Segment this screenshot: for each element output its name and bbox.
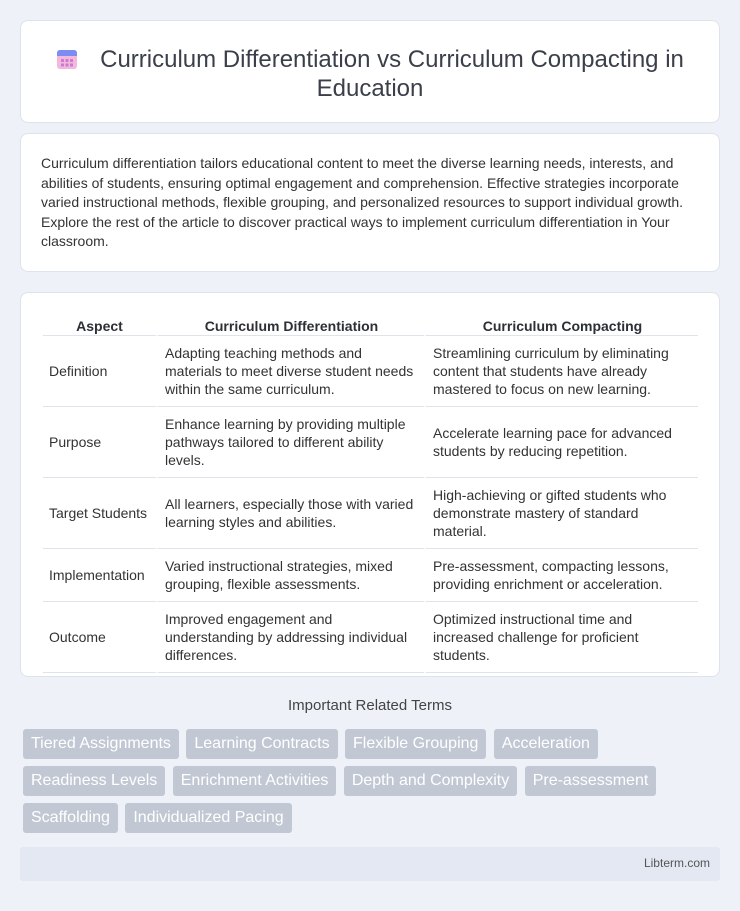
row-compacting: Accelerate learning pace for advanced students by reducing repetition. [424,407,698,478]
page-title-text: Curriculum Differentiation vs Curriculum Compacting in Education [100,46,684,102]
row-aspect: Target Students [43,478,156,549]
table-row [43,602,698,673]
header-curriculum-compacting: Curriculum Compacting [424,315,698,336]
related-term-tag[interactable]: Tiered Assignments [23,729,179,759]
row-differentiation: Improved engagement and understanding by addressing individual differences. [156,602,424,673]
row-compacting: Pre-assessment, compacting lessons, providing enrichment or acceleration. [424,549,698,602]
row-compacting: Optimized instructional time and increased challenge for proficient students. [424,602,698,673]
footer [20,847,720,881]
related-term-tag[interactable]: Depth and Complexity [344,766,517,796]
row-differentiation: Varied instructional strategies, mixed grouping, flexible assessments. [156,549,424,602]
table-row [43,478,698,549]
footer-brand-link[interactable]: Libterm.com [643,856,710,870]
table-row [43,407,698,478]
row-compacting: Streamlining curriculum by eliminating content that students have already mastered to focus on new learning. [424,336,698,407]
row-aspect: Purpose [43,407,156,478]
title-card [20,20,720,123]
header-curriculum-differentiation: Curriculum Differentiation [156,315,424,336]
related-terms-list [23,729,723,840]
row-differentiation: Enhance learning by providing multiple pathways tailored to different ability levels. [156,407,424,478]
calendar-icon [56,48,78,70]
related-term-tag[interactable]: Readiness Levels [23,766,165,796]
row-compacting: High-achieving or gifted students who demonstrate mastery of standard material. [424,478,698,549]
row-aspect: Outcome [43,602,156,673]
related-term-tag[interactable]: Scaffolding [23,803,118,833]
header-aspect: Aspect [43,315,156,336]
related-term-tag[interactable]: Pre-assessment [525,766,657,796]
page-title [21,21,719,103]
related-term-tag[interactable]: Learning Contracts [186,729,337,759]
table-row [43,336,698,407]
row-aspect: Definition [43,336,156,407]
table-header-row [43,315,698,336]
related-terms-heading: Important Related Terms [288,697,452,714]
comparison-card [20,292,720,677]
row-differentiation: Adapting teaching methods and materials to meet diverse student needs within the same curriculum. [156,336,424,407]
intro-paragraph: Curriculum differentiation tailors educational content to meet the diverse learning needs, interests, and abilities of students, ensuring optimal engagement and comprehension. Effective strategies incorporate varied instructional methods, flexible grouping, and personalized resources to support individual growth. Explore the rest of the article to discover practical ways to implement curriculum differentiation in Your classroom. [41,155,684,250]
related-term-tag[interactable]: Flexible Grouping [345,729,486,759]
table-row [43,549,698,602]
comparison-table [43,315,698,673]
related-term-tag[interactable]: Enrichment Activities [173,766,337,796]
intro-card [20,133,720,272]
row-differentiation: All learners, especially those with varied learning styles and abilities. [156,478,424,549]
related-term-tag[interactable]: Individualized Pacing [125,803,291,833]
related-term-tag[interactable]: Acceleration [494,729,598,759]
row-aspect: Implementation [43,549,156,602]
